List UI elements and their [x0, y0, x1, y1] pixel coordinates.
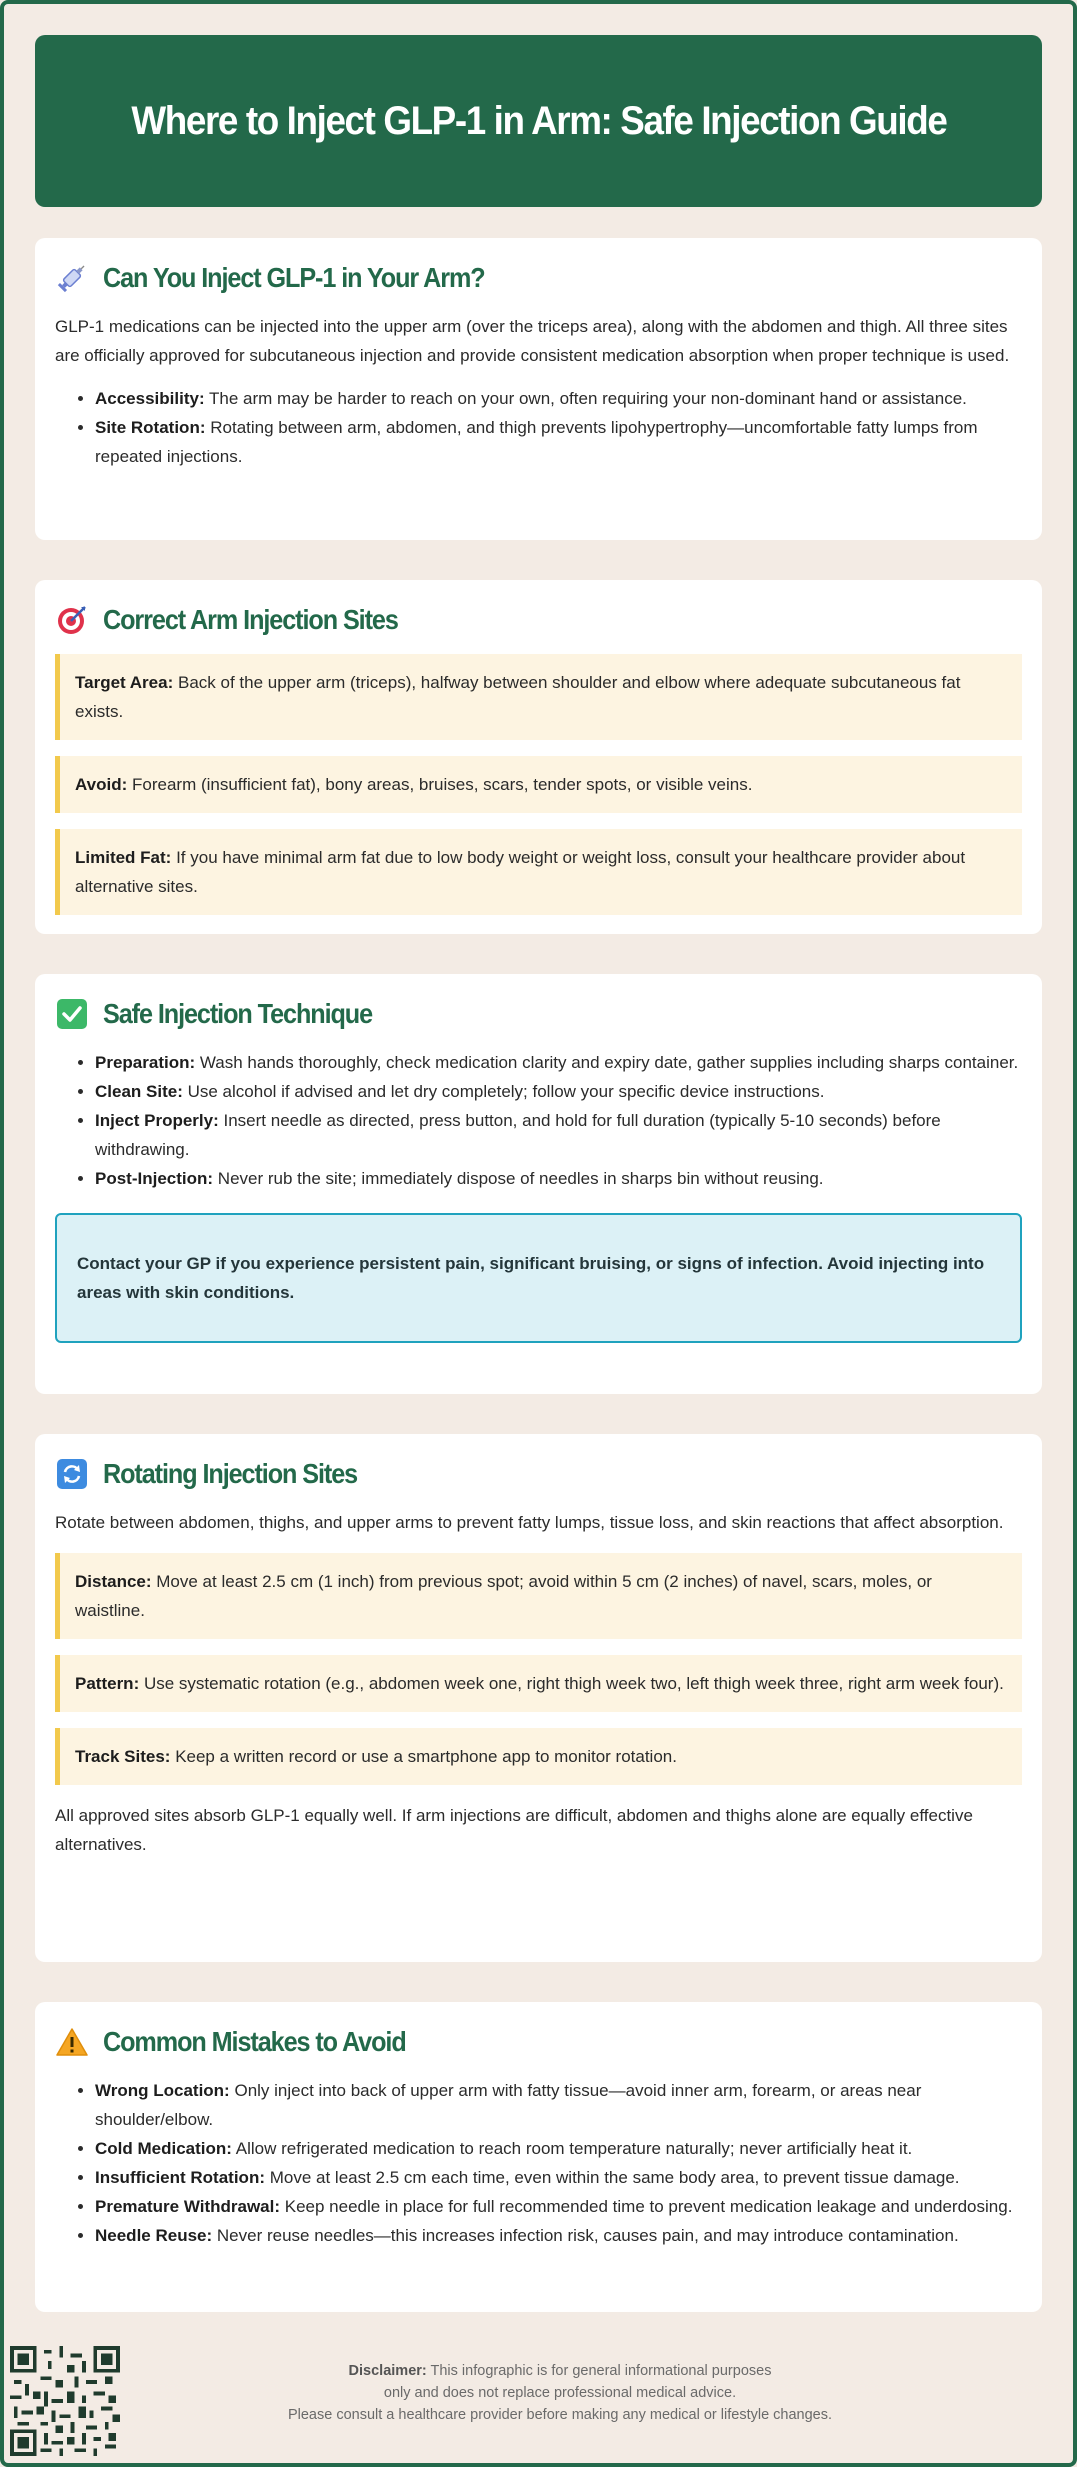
- list-item: [95, 2163, 1022, 2192]
- disclaimer-line-3: Please consult a healthcare provider before making any medical or lifestyle changes.: [287, 2407, 833, 2423]
- item-label: Clean Site:: [95, 1082, 183, 1101]
- disclaimer-label: Disclaimer:: [348, 2363, 427, 2379]
- item-label: Post-Injection:: [95, 1169, 214, 1188]
- list-item: [95, 1077, 1022, 1106]
- note-text: If you have minimal arm fat due to low body weight or weight loss, consult your healthcare provider about alternative sites.: [75, 848, 966, 896]
- section-header: [55, 1454, 1022, 1494]
- section-rotating-sites: [35, 1434, 1042, 1962]
- note-pattern: [55, 1655, 1022, 1712]
- check-icon: [55, 997, 89, 1031]
- bullet-list: [95, 1048, 1022, 1193]
- note-text: Back of the upper arm (triceps), halfway between shoulder and elbow where adequate subcutaneous fat exists.: [75, 673, 961, 721]
- note-label: Limited Fat:: [75, 848, 172, 867]
- note-text: Move at least 2.5 cm (1 inch) from previous spot; avoid within 5 cm (2 inches) of navel, scars, moles, or waistline.: [75, 1572, 932, 1620]
- section-common-mistakes: [35, 2002, 1042, 2312]
- item-text: Only inject into back of upper arm with fatty tissue—avoid inner arm, forearm, or areas near shoulder/elbow.: [95, 2081, 922, 2129]
- section-intro: Rotate between abdomen, thighs, and upper arms to prevent fatty lumps, tissue loss, and skin reactions that affect absorption.: [55, 1513, 1004, 1532]
- bullet-list: [95, 384, 1022, 471]
- list-item: [95, 1048, 1022, 1077]
- syringe-icon: [55, 261, 89, 295]
- list-item: [95, 413, 1022, 471]
- item-text: Keep needle in place for full recommended time to prevent medication leakage and underdosing.: [284, 2197, 1013, 2216]
- item-text: Move at least 2.5 cm each time, even within the same body area, to prevent tissue damage.: [269, 2168, 960, 2187]
- section-header: [55, 2022, 1022, 2062]
- disclaimer-line-2: only and does not replace professional medical advice.: [383, 2385, 737, 2401]
- note-label: Distance:: [75, 1572, 152, 1591]
- item-label: Insufficient Rotation:: [95, 2168, 265, 2187]
- gp-alert-box: Contact your GP if you experience persistent pain, significant bruising, or signs of infection. Avoid injecting into areas with skin conditions.: [55, 1213, 1022, 1343]
- item-label: Cold Medication:: [95, 2139, 232, 2158]
- section-title: Common Mistakes to Avoid: [103, 2026, 406, 2057]
- list-item: [95, 2076, 1022, 2134]
- section-safe-technique: [35, 974, 1042, 1394]
- page-title: Where to Inject GLP-1 in Arm: Safe Injection Guide: [130, 98, 946, 143]
- qr-code[interactable]: [10, 2346, 120, 2456]
- list-item: [95, 2134, 1022, 2163]
- note-distance: [55, 1553, 1022, 1639]
- section-header: [55, 600, 1022, 640]
- item-text: Use alcohol if advised and let dry completely; follow your specific device instructions.: [187, 1082, 825, 1101]
- item-label: Needle Reuse:: [95, 2226, 213, 2245]
- item-label: Accessibility:: [95, 389, 205, 408]
- note-text: Keep a written record or use a smartphone app to monitor rotation.: [175, 1747, 677, 1766]
- list-item: [95, 384, 1022, 413]
- note-text: Use systematic rotation (e.g., abdomen week one, right thigh week two, left thigh week three, right arm week four).: [143, 1674, 1004, 1693]
- list-item: [95, 1164, 1022, 1193]
- item-label: Wrong Location:: [95, 2081, 230, 2100]
- note-target-area: [55, 654, 1022, 740]
- item-label: Inject Properly:: [95, 1111, 219, 1130]
- warning-icon: [55, 2025, 89, 2059]
- item-text: Never rub the site; immediately dispose of needles in sharps bin without reusing.: [217, 1169, 824, 1188]
- section-can-inject-arm: [35, 238, 1042, 540]
- disclaimer: [180, 2360, 940, 2426]
- page-footer: [0, 2340, 1077, 2460]
- page-header: [35, 35, 1042, 207]
- list-item: [95, 2192, 1022, 2221]
- rotate-icon: [55, 1457, 89, 1491]
- note-avoid: [55, 756, 1022, 813]
- note-label: Avoid:: [75, 775, 128, 794]
- note-label: Pattern:: [75, 1674, 140, 1693]
- note-label: Target Area:: [75, 673, 174, 692]
- section-title: Can You Inject GLP-1 in Your Arm?: [103, 262, 485, 293]
- item-text: Never reuse needles—this increases infection risk, causes pain, and may introduce contamination.: [216, 2226, 959, 2245]
- section-outro: All approved sites absorb GLP-1 equally well. If arm injections are difficult, abdomen and thighs alone are equally effective alternatives.: [55, 1806, 973, 1854]
- disclaimer-line-1: This infographic is for general informational purposes: [430, 2363, 772, 2379]
- section-header: [55, 258, 1022, 298]
- section-title: Correct Arm Injection Sites: [103, 604, 398, 635]
- item-label: Premature Withdrawal:: [95, 2197, 280, 2216]
- note-label: Track Sites:: [75, 1747, 171, 1766]
- item-text: Insert needle as directed, press button, and hold for full duration (typically 5-10 seconds) before withdrawing.: [95, 1111, 941, 1159]
- section-header: [55, 994, 1022, 1034]
- item-text: Rotating between arm, abdomen, and thigh prevents lipohypertrophy—uncomfortable fatty lumps from repeated injections.: [95, 418, 978, 466]
- item-text: Allow refrigerated medication to reach room temperature naturally; never artificially heat it.: [235, 2139, 913, 2158]
- list-item: [95, 1106, 1022, 1164]
- item-label: Site Rotation:: [95, 418, 206, 437]
- item-text: The arm may be harder to reach on your own, often requiring your non-dominant hand or assistance.: [209, 389, 967, 408]
- bullet-list: [95, 2076, 1022, 2250]
- section-intro: GLP-1 medications can be injected into the upper arm (over the triceps area), along with the abdomen and thigh. All three sites are officially approved for subcutaneous injection and provide consistent medication absorption when proper technique is used.: [55, 317, 1010, 365]
- target-icon: [55, 603, 89, 637]
- item-label: Preparation:: [95, 1053, 196, 1072]
- list-item: [95, 2221, 1022, 2250]
- note-text: Forearm (insufficient fat), bony areas, bruises, scars, tender spots, or visible veins.: [132, 775, 753, 794]
- section-arm-injection-sites: [35, 580, 1042, 934]
- note-limited-fat: [55, 829, 1022, 915]
- section-title: Safe Injection Technique: [103, 998, 373, 1029]
- item-text: Wash hands thoroughly, check medication clarity and expiry date, gather supplies including sharps container.: [199, 1053, 1019, 1072]
- note-track-sites: [55, 1728, 1022, 1785]
- section-title: Rotating Injection Sites: [103, 1458, 358, 1489]
